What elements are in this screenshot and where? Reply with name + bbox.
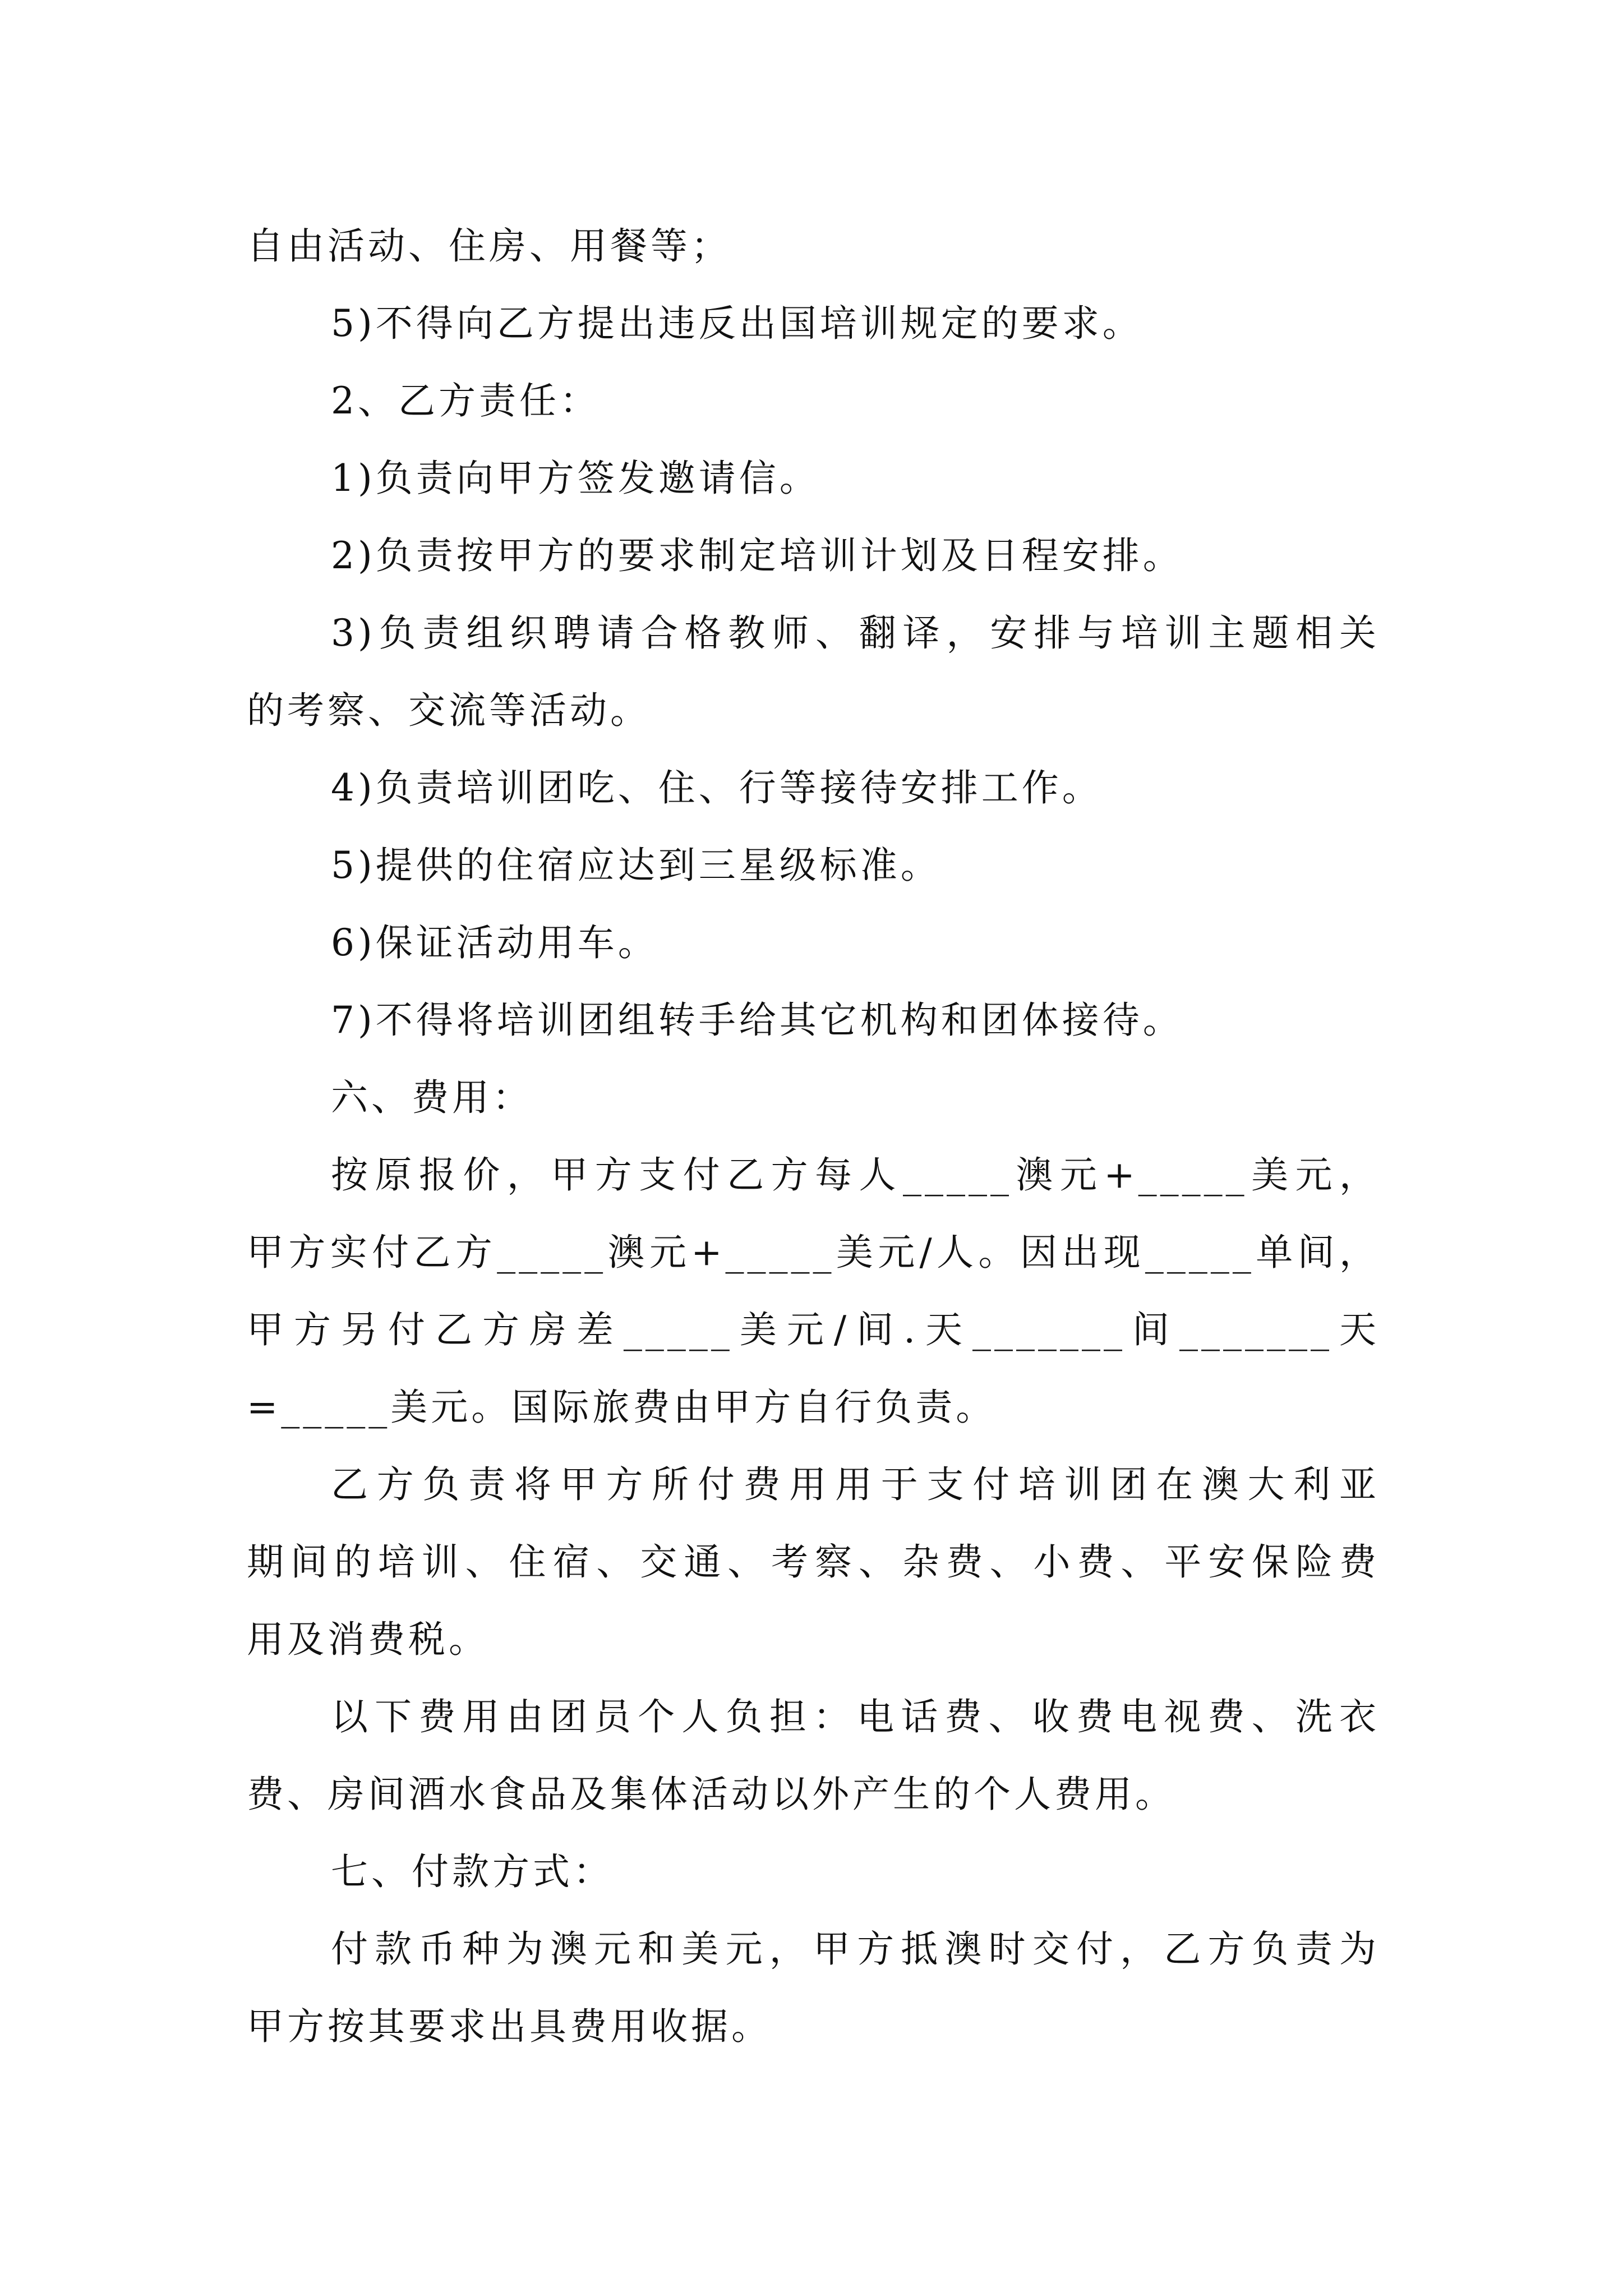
text-line: 自由活动、住房、用餐等； (247, 224, 731, 268)
text-line: 按原报价，甲方支付乙方每人_____澳元+_____美元， (331, 1153, 1380, 1197)
text-line: 5)不得向乙方提出违反出国培训规定的要求。 (331, 302, 1143, 345)
text-line: 5)提供的住宿应达到三星级标准。 (331, 844, 941, 887)
text-line: 以下费用由团员个人负担：电话费、收费电视费、洗衣 (331, 1695, 1380, 1738)
text-line: 6)保证活动用车。 (331, 921, 658, 964)
text-line: 1)负责向甲方签发邀请信。 (331, 457, 820, 500)
text-line: 2)负责按甲方的要求制定培训计划及日程安排。 (331, 534, 1183, 577)
text-line: 7)不得将培训团组转手给其它机构和团体接待。 (331, 999, 1183, 1042)
text-line: 甲方实付乙方_____澳元+_____美元/人。因出现_____单间， (247, 1231, 1380, 1274)
text-line: 用及消费税。 (247, 1618, 489, 1661)
text-line: 4)负责培训团吃、住、行等接待安排工作。 (331, 766, 1103, 809)
text-line: 甲方按其要求出具费用收据。 (247, 2005, 772, 2048)
text-line: =_____美元。国际旅费由甲方自行负责。 (247, 1386, 997, 1429)
text-line: 甲方另付乙方房差_____美元/间.天_______间_______天 (247, 1308, 1380, 1351)
text-line: 六、费用： (331, 1076, 533, 1119)
document-page (247, 208, 1380, 2065)
text-line: 的考察、交流等活动。 (247, 689, 651, 732)
text-line: 付款币种为澳元和美元，甲方抵澳时交付，乙方负责为 (331, 1927, 1380, 1971)
text-line: 乙方负责将甲方所付费用用于支付培训团在澳大利亚 (331, 1463, 1380, 1506)
text-line: 2、乙方责任： (331, 379, 600, 422)
text-line: 七、付款方式： (331, 1850, 614, 1893)
text-line: 期间的培训、住宿、交通、考察、杂费、小费、平安保险费 (247, 1540, 1380, 1584)
text-line: 费、房间酒水食品及集体活动以外产生的个人费用。 (247, 1773, 1175, 1816)
text-line: 3)负责组织聘请合格教师、翻译，安排与培训主题相关 (331, 611, 1380, 655)
